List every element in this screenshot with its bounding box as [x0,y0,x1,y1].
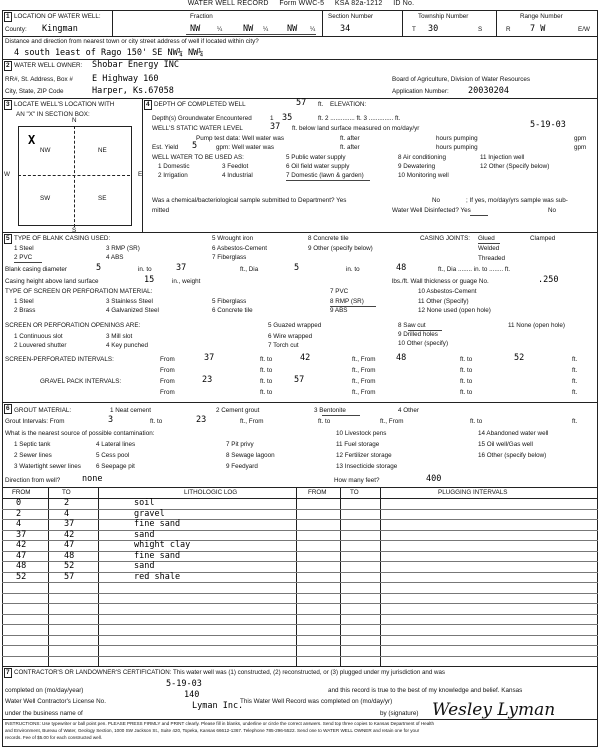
city-label: City, State, ZIP Code [5,88,64,95]
city-value: Harper, Ks.67058 [92,86,174,96]
groundwater-label: Depth(s) Groundwater Encountered [152,115,252,122]
township-label: Township Number [418,13,469,20]
section-num-2: 2 [4,61,12,71]
static-level-label: WELL'S STATIC WATER LEVEL [152,125,243,132]
disinfected-label: Water Well Disinfected? Yes [392,207,471,214]
log-row-from: 52 [16,571,27,582]
perforated-intervals-label: SCREEN-PERFORATED INTERVALS: [5,356,114,363]
instructions-line-2: and Environment, Bureau of Water, Geology Section, 1000 SW Jackson St., Suite 420, Topeka, Kansas 66612-1367. Telephone 785-296-5522. Send one to WATER WELL OWNER and retain one for your [5,728,420,733]
how-many-feet-label: How many feet? [334,477,380,484]
casing-diameter-label: Blank casing diameter [5,266,67,273]
contamination-label: What is the nearest source of possible contamination: [5,430,155,437]
log-row-description: fine sand [134,550,181,561]
plug-to-header: TO [350,489,359,496]
wall-thickness: .250 [538,275,559,285]
township-number: 30 [428,24,439,34]
casing-height: 15 [144,275,155,285]
address-value: E Highway 160 [92,74,159,84]
owner-label: WATER WELL OWNER: [14,62,83,69]
gravel-pack-label: GRAVEL PACK INTERVALS: [40,378,122,385]
log-row-description: sand [134,529,155,540]
section-num-6: 6 [4,404,12,414]
log-row-to: 2 [64,498,70,508]
elevation-label: ELEVATION: [330,101,367,108]
license-number: 140 [184,690,200,700]
location-x-mark: X [28,133,36,147]
locate-label: LOCATE WELL'S LOCATION WITH [14,101,115,108]
log-row-to: 37 [64,519,75,529]
chem-sample-label: Was a chemical/bacteriological sample submitted to Department? Yes [152,197,347,204]
license-label: Water Well Contractor's License No. [5,698,106,705]
log-row-from: 2 [16,508,22,519]
board-label: Board of Agriculture, Division of Water Resources [392,76,531,83]
instructions-line-1: INSTRUCTIONS: Use typewriter or ball point pen. PLEASE PRESS FIRMLY and PRINT clearly. Please fill in blanks, underline or circle the correct answers. Send top three copies to Kansas Department of Health [5,721,435,726]
log-row-to: 4 [64,508,70,519]
fraction-label: Fraction [190,13,213,20]
log-row-from: 48 [16,561,27,571]
plugging-intervals-header: PLUGGING INTERVALS [438,489,508,496]
casing-joints-label: CASING JOINTS: [420,235,471,242]
log-row-from: 4 [16,519,22,529]
location-label: LOCATION OF WATER WELL: [14,13,101,20]
static-level-value: 37 [270,122,281,132]
direction-label: Direction from well? [5,477,61,484]
casing-type-label: TYPE OF BLANK CASING USED: [14,235,111,242]
casing-diameter: 5 [96,263,102,273]
section-num-4: 4 [144,100,152,110]
address-label: RR#, St. Address, Box # [5,76,73,83]
form-header: WATER WELL RECORD Form WWC-5 KSA 82a-1212 ID No. [187,0,415,7]
county-label: County: [5,26,27,33]
section-num-3: 3 [4,100,12,110]
plug-from-header: FROM [308,489,327,496]
groundwater-depth: 35 [282,113,293,123]
range-number: 7 W [530,24,546,34]
log-row-description: sand [134,561,155,571]
log-row-from: 37 [16,529,27,540]
fraction-2: NW [243,24,254,34]
log-row-from: 0 [16,498,22,508]
fraction-1: NW [190,24,201,34]
completed-label: completed on (mo/day/year) [5,687,84,694]
instructions-line-3: records. Fee of $5.00 for each constructed well. [5,735,103,740]
certification-text: CONTRACTOR'S OR LANDOWNER'S CERTIFICATION: This water well was (1) constructed, (2) reconstructed, or (3) plugged under my jurisdiction and was [14,669,446,676]
county-value: Kingman [42,24,78,34]
log-row-to: 42 [64,529,75,540]
application-number: 20030204 [468,86,509,96]
depth-label: DEPTH OF COMPLETED WELL [154,101,246,108]
static-level-date: 5-19-03 [530,120,566,130]
distance-label: Distance and direction from nearest town or city street address of well if located within city? [5,38,259,45]
log-row-from: 42 [16,540,27,550]
log-from-header: FROM [12,489,31,496]
casing-height-label: Casing height above land surface [5,278,99,285]
log-row-to: 47 [64,540,75,550]
grout-material-label: GROUT MATERIAL: [14,407,72,414]
log-row-description: fine sand [134,519,181,529]
log-row-description: gravel [134,508,165,519]
openings-label: SCREEN OR PERFORATION OPENINGS ARE: [5,322,141,329]
log-row-to: 48 [64,550,75,561]
completed-date: 5-19-03 [166,679,202,689]
screen-type-label: TYPE OF SCREEN OR PERFORATION MATERIAL: [5,288,153,295]
yield-label: Est. Yield [152,144,179,151]
lithologic-log-header: LITHOLOGIC LOG [184,489,238,496]
log-row-description: red shale [134,571,181,582]
section-num-5: 5 [4,234,12,244]
use-label: WELL WATER TO BE USED AS: [152,154,244,161]
owner-value: Shobar Energy INC [92,60,179,70]
direction-value: none [82,474,103,484]
log-row-to: 57 [64,571,75,582]
business-label: under the business name of [5,710,83,717]
yield-value: 5 [192,141,198,151]
feet-value: 400 [426,474,442,484]
application-label: Application Number: [392,88,449,95]
distance-value: 4 south 1east of Rago 150' SE NW¼ NW¼ [14,48,204,58]
depth-value: 57 [296,98,307,108]
business-name: Lyman Inc. [192,701,244,711]
log-row-from: 47 [16,550,27,561]
range-label: Range Number [520,13,563,20]
fraction-3: NW [287,24,298,34]
log-row-description: whight clay [134,540,191,550]
contractor-signature: Wesley Lyman [432,700,556,720]
log-row-description: soil [134,498,155,508]
section-number: 34 [340,24,351,34]
section-num-7: 7 [4,668,12,678]
log-to-header: TO [62,489,71,496]
section-number-label: Section Number [328,13,374,20]
grout-intervals-label: Grout Intervals: From [5,418,65,425]
log-row-to: 52 [64,561,75,571]
section-num-1: 1 [4,12,12,22]
